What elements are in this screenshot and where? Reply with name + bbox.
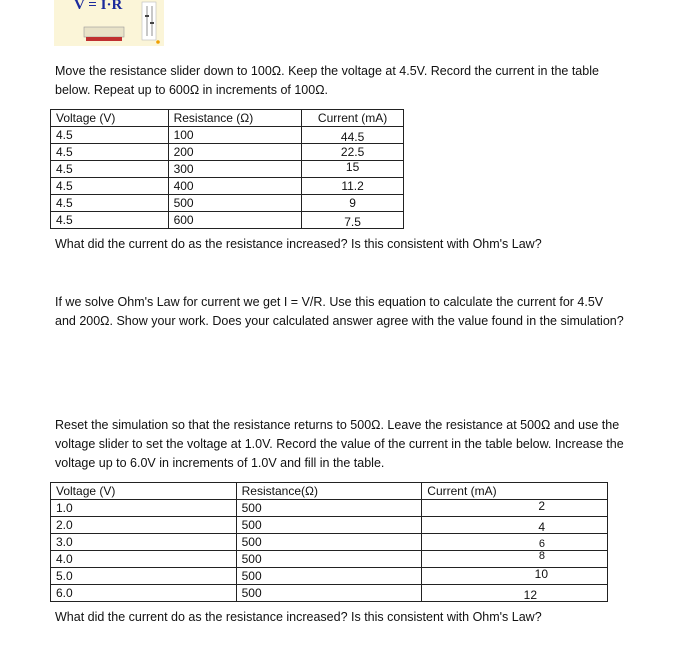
- table-row: [51, 195, 404, 212]
- voltage-cell: 4.5: [51, 161, 169, 178]
- current-cell[interactable]: 2: [422, 500, 608, 517]
- voltage-cell: 6.0: [51, 585, 237, 602]
- voltage-current-table: [50, 482, 608, 602]
- voltage-cell: 4.5: [51, 144, 169, 161]
- table-header-row: [51, 110, 404, 127]
- resistance-cell: 500: [236, 551, 422, 568]
- voltage-cell: 4.0: [51, 551, 237, 568]
- simulation-thumbnail: [54, 0, 164, 46]
- current-cell[interactable]: 11.2: [302, 178, 404, 195]
- resistance-cell: 500: [236, 500, 422, 517]
- resistance-current-table: [50, 109, 404, 229]
- resistance-cell: 500: [236, 534, 422, 551]
- column-header-voltage: Voltage (V): [51, 483, 237, 500]
- current-cell[interactable]: 8: [422, 551, 608, 568]
- table-row: [51, 212, 404, 229]
- voltage-cell: 4.5: [51, 178, 169, 195]
- resistance-cell: 400: [168, 178, 302, 195]
- section1-question: What did the current do as the resistance increased? Is this consistent with Ohm's Law?: [55, 237, 542, 251]
- voltage-cell: 1.0: [51, 500, 237, 517]
- current-cell[interactable]: 6: [422, 534, 608, 551]
- resistance-cell: 200: [168, 144, 302, 161]
- column-header-resistance: Resistance(Ω): [236, 483, 422, 500]
- current-cell[interactable]: 9: [302, 195, 404, 212]
- resistance-cell: 100: [168, 127, 302, 144]
- section3-instructions: Reset the simulation so that the resistance returns to 500Ω. Leave the resistance at 500Ω and use the voltage slider to set the voltage at 1.0V. Record the value of the current in the table below. Increase the voltage up to 6.0V in increments of 1.0V and fill in the table.: [55, 418, 624, 470]
- resistance-cell: 600: [168, 212, 302, 229]
- table-row: [51, 534, 608, 551]
- current-cell[interactable]: 10: [422, 568, 608, 585]
- voltage-cell: 3.0: [51, 534, 237, 551]
- voltage-cell: 4.5: [51, 212, 169, 229]
- voltage-cell: 4.5: [51, 195, 169, 212]
- table-row: [51, 127, 404, 144]
- current-cell[interactable]: 15: [302, 161, 404, 178]
- resistance-cell: 500: [236, 585, 422, 602]
- current-cell[interactable]: 12: [422, 585, 608, 602]
- ohms-law-formula: V = I·R: [74, 0, 123, 13]
- table-row: [51, 144, 404, 161]
- section1-instructions: Move the resistance slider down to 100Ω. Keep the voltage at 4.5V. Record the current in the table below. Repeat up to 600Ω in increments of 100Ω.: [55, 64, 599, 97]
- table-row: [51, 500, 608, 517]
- voltage-cell: 2.0: [51, 517, 237, 534]
- current-cell[interactable]: 44.5: [302, 127, 404, 144]
- table-row: [51, 178, 404, 195]
- resistance-cell: 500: [168, 195, 302, 212]
- resistance-cell: 500: [236, 517, 422, 534]
- current-cell[interactable]: 4: [422, 517, 608, 534]
- resistance-cell: 500: [236, 568, 422, 585]
- table-row: [51, 568, 608, 585]
- resistance-cell: 300: [168, 161, 302, 178]
- section2-instructions: If we solve Ohm's Law for current we get I = V/R. Use this equation to calculate the current for 4.5V and 200Ω. Show your work. Does your calculated answer agree with the value found in the simulation?: [55, 295, 624, 328]
- column-header-resistance: Resistance (Ω): [168, 110, 302, 127]
- table-row: [51, 517, 608, 534]
- current-cell[interactable]: 22.5: [302, 144, 404, 161]
- column-header-current: Current (mA): [422, 483, 608, 500]
- current-cell[interactable]: 7.5: [302, 212, 404, 229]
- column-header-voltage: Voltage (V): [51, 110, 169, 127]
- table-row: [51, 551, 608, 568]
- table-row: [51, 161, 404, 178]
- table-header-row: [51, 483, 608, 500]
- table-row: [51, 585, 608, 602]
- voltage-cell: 5.0: [51, 568, 237, 585]
- column-header-current: Current (mA): [302, 110, 404, 127]
- section3-question: What did the current do as the resistance increased? Is this consistent with Ohm's Law?: [55, 610, 542, 624]
- voltage-cell: 4.5: [51, 127, 169, 144]
